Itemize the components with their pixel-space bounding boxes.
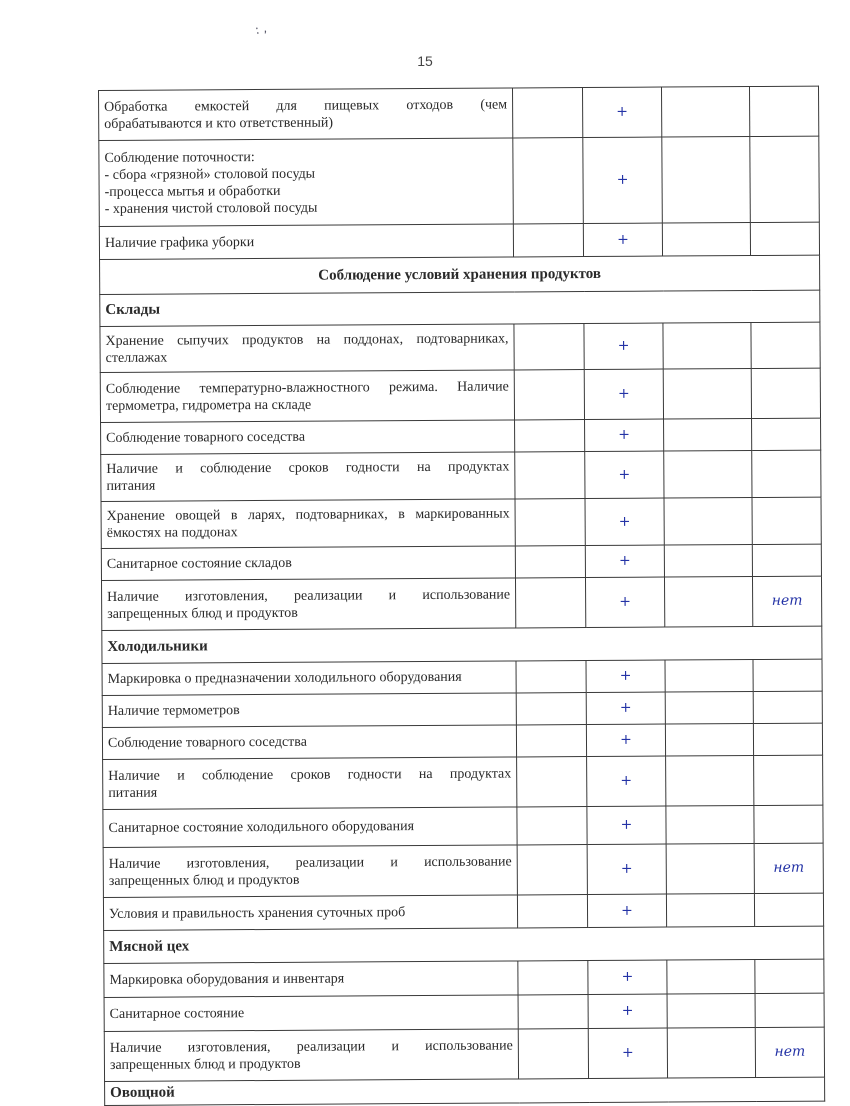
criterion-text-line: Наличие изготовления, реализации и использование	[107, 586, 511, 605]
criterion-label	[101, 452, 515, 502]
criterion-label	[103, 845, 517, 898]
criterion-text-line: Хранение сыпучих продуктов на поддонах, подтоварниках,	[105, 330, 509, 349]
criterion-text-line: запрещенных блюд и продуктов	[108, 872, 300, 889]
criterion-label	[99, 138, 514, 227]
criterion-text-line: Обработка емкостей для пищевых отходов (чем	[104, 97, 508, 115]
criterion-text-line: термометра, гидрометра на складе	[105, 397, 312, 414]
criterion-text-line: - сбора «грязной» столовой посуды	[104, 166, 316, 183]
criterion-text-line: Соблюдение товарного соседства	[106, 429, 306, 446]
criterion-label	[101, 578, 515, 631]
handwritten-note	[754, 755, 823, 805]
subsection-row	[104, 926, 824, 963]
empty-cell	[517, 807, 587, 845]
criterion-text-line: Наличие графика уборки	[104, 234, 255, 251]
checklist-row	[104, 993, 824, 1031]
handwritten-plus-mark: +	[587, 806, 666, 844]
criterion-text-line: запрещенных блюд и продуктов	[107, 605, 298, 622]
handwritten-plus-mark: +	[584, 323, 663, 369]
empty-cell	[664, 498, 752, 546]
checklist-row	[102, 723, 822, 759]
page-number: 15	[417, 53, 433, 69]
checklist-row	[100, 322, 820, 372]
empty-cell	[667, 994, 755, 1029]
empty-cell	[666, 806, 754, 845]
criterion-text-line: Наличие изготовления, реализации и использование	[109, 1037, 513, 1056]
empty-cell	[665, 660, 753, 693]
empty-cell	[513, 224, 583, 257]
checklist-row	[99, 222, 819, 259]
handwritten-plus-mark: +	[583, 223, 662, 256]
handwritten-plus-mark: +	[585, 577, 664, 627]
criterion-text-line: запрещенных блюд и продуктов	[109, 1056, 301, 1073]
empty-cell	[515, 452, 585, 499]
checklist-row	[104, 1027, 824, 1081]
checklist-row	[102, 659, 822, 695]
handwritten-plus-mark: +	[585, 419, 664, 451]
criterion-text-line: Санитарное состояние	[109, 1006, 245, 1022]
handwritten-plus-mark: +	[587, 894, 666, 927]
empty-cell	[664, 451, 752, 499]
section-title-row	[100, 255, 820, 294]
criterion-label	[104, 961, 518, 998]
empty-cell	[661, 87, 749, 138]
empty-cell	[664, 577, 752, 628]
empty-cell	[514, 370, 584, 420]
criterion-text-line: Наличие термометров	[107, 703, 240, 719]
subsection-row	[105, 1077, 825, 1105]
empty-cell	[517, 895, 587, 928]
handwritten-plus-mark: +	[586, 724, 665, 756]
handwritten-plus-mark: +	[584, 369, 663, 419]
empty-cell	[665, 692, 753, 725]
criterion-text-line: Соблюдение товарного соседства	[107, 734, 307, 751]
checklist-row	[101, 576, 821, 630]
handwritten-note	[750, 222, 819, 255]
criterion-text-line: Маркировка о предназначении холодильного оборудования	[107, 669, 462, 687]
empty-cell	[664, 419, 752, 452]
subsection-title: Мясной цех	[104, 926, 824, 963]
handwritten-plus-mark: +	[585, 545, 664, 577]
handwritten-note	[755, 993, 824, 1027]
criterion-text-line: Соблюдение поточности:	[104, 149, 255, 166]
criterion-text-line: - хранения чистой столовой посуды	[104, 200, 318, 217]
handwritten-note: нет	[752, 576, 821, 626]
handwritten-note	[751, 322, 820, 368]
handwritten-note	[753, 723, 822, 755]
checklist-row	[99, 86, 819, 140]
criterion-label	[103, 895, 517, 931]
criterion-text-line: Санитарное состояние складов	[106, 555, 292, 572]
empty-cell	[516, 725, 586, 757]
criterion-text-line: ёмкостях на поддонах	[106, 525, 238, 541]
handwritten-plus-mark: +	[582, 87, 661, 137]
empty-cell	[518, 961, 588, 995]
criterion-text-line: -процесса мытья и обработки	[104, 183, 281, 200]
checklist-row	[103, 843, 823, 897]
empty-cell	[667, 1028, 755, 1079]
handwritten-plus-mark: +	[588, 1028, 667, 1078]
empty-cell	[515, 499, 585, 546]
empty-cell	[663, 369, 751, 420]
handwritten-note	[750, 136, 820, 222]
criterion-label	[101, 546, 515, 581]
empty-cell	[666, 844, 754, 895]
criterion-label	[102, 693, 516, 728]
handwritten-note	[752, 418, 821, 450]
empty-cell	[666, 756, 754, 807]
empty-cell	[515, 420, 585, 452]
criterion-label	[99, 224, 513, 260]
handwritten-note	[754, 893, 823, 926]
criterion-label	[100, 370, 514, 423]
subsection-title: Склады	[100, 290, 820, 326]
criterion-label	[101, 499, 515, 549]
empty-cell	[662, 137, 751, 224]
empty-cell	[515, 546, 585, 578]
handwritten-note: нет	[754, 843, 823, 893]
criterion-text-line: Маркировка оборудования и инвентаря	[109, 971, 345, 988]
handwritten-plus-mark: +	[585, 498, 664, 545]
criterion-label	[104, 995, 518, 1032]
checklist-row	[101, 544, 821, 580]
empty-cell	[667, 960, 755, 995]
empty-cell	[518, 1029, 588, 1079]
criterion-text-line: стеллажах	[105, 350, 168, 366]
checklist-row	[99, 136, 820, 226]
empty-cell	[516, 693, 586, 725]
criterion-label	[102, 661, 516, 696]
checklist-row	[104, 959, 824, 997]
criterion-text-line: Наличие и соблюдение сроков годности на продуктах	[106, 459, 510, 477]
checklist-row	[103, 805, 823, 847]
empty-cell	[516, 661, 586, 693]
criterion-text-line: Наличие изготовления, реализации и использование	[108, 853, 512, 872]
empty-cell	[513, 138, 584, 224]
handwritten-plus-mark: +	[585, 451, 664, 498]
handwritten-plus-mark: +	[587, 756, 666, 806]
criterion-text-line: обрабатываются и кто ответственный)	[104, 115, 334, 132]
section-title: Соблюдение условий хранения продуктов	[100, 255, 820, 294]
criterion-text-line: Наличие и соблюдение сроков годности на продуктах	[108, 765, 512, 784]
criterion-label	[102, 725, 516, 760]
empty-cell	[665, 724, 753, 757]
handwritten-note	[752, 450, 821, 497]
empty-cell	[662, 223, 750, 257]
criterion-label	[100, 324, 514, 373]
criterion-label	[103, 757, 517, 810]
checklist-row	[100, 368, 820, 422]
empty-cell	[515, 578, 585, 628]
handwritten-note: нет	[755, 1027, 824, 1077]
checklist-row	[102, 691, 822, 727]
checklist-row	[101, 450, 821, 501]
checklist-row	[101, 418, 821, 454]
empty-cell	[517, 757, 587, 807]
empty-cell	[514, 324, 584, 370]
criterion-text-line: Соблюдение температурно-влажностного режима. Наличие	[105, 378, 509, 397]
handwritten-note	[755, 959, 824, 993]
handwritten-plus-mark: +	[588, 960, 667, 994]
handwritten-note	[753, 659, 822, 691]
criterion-text-line: Санитарное состояние холодильного оборудования	[108, 819, 415, 836]
criterion-text-line: Условия и правильность хранения суточных проб	[108, 904, 406, 922]
checklist-row	[101, 497, 821, 548]
empty-cell	[518, 995, 588, 1029]
criterion-text-line: питания	[106, 478, 156, 494]
subsection-row	[102, 626, 822, 663]
inspection-checklist-table	[98, 86, 825, 1106]
handwritten-plus-mark: +	[586, 660, 665, 692]
handwritten-note	[752, 544, 821, 576]
criterion-text-line: питания	[108, 785, 158, 801]
handwritten-plus-mark: +	[587, 844, 666, 894]
criterion-label	[101, 420, 515, 455]
criterion-label	[103, 807, 517, 848]
empty-cell	[666, 894, 754, 928]
empty-cell	[517, 845, 587, 895]
criterion-label	[99, 88, 513, 141]
criterion-text-line: Хранение овощей в ларях, подтоварниках, в маркированных	[106, 506, 510, 524]
empty-cell	[663, 323, 751, 370]
subsection-title: Холодильники	[102, 626, 822, 663]
subsection-row	[100, 290, 820, 326]
checklist-row	[103, 755, 823, 809]
empty-cell	[512, 88, 582, 138]
criterion-label	[104, 1029, 518, 1082]
handwritten-plus-mark: +	[586, 692, 665, 724]
handwritten-note	[753, 691, 822, 723]
subsection-title: Овощной	[105, 1077, 825, 1105]
handwritten-note	[751, 368, 820, 418]
handwritten-plus-mark: +	[583, 137, 663, 223]
checklist-row	[103, 893, 823, 930]
handwritten-plus-mark: +	[588, 994, 667, 1028]
handwritten-note	[752, 497, 821, 544]
empty-cell	[664, 545, 752, 578]
pen-scribble: : ,	[253, 20, 268, 38]
handwritten-note	[749, 86, 818, 136]
handwritten-note	[754, 805, 823, 843]
